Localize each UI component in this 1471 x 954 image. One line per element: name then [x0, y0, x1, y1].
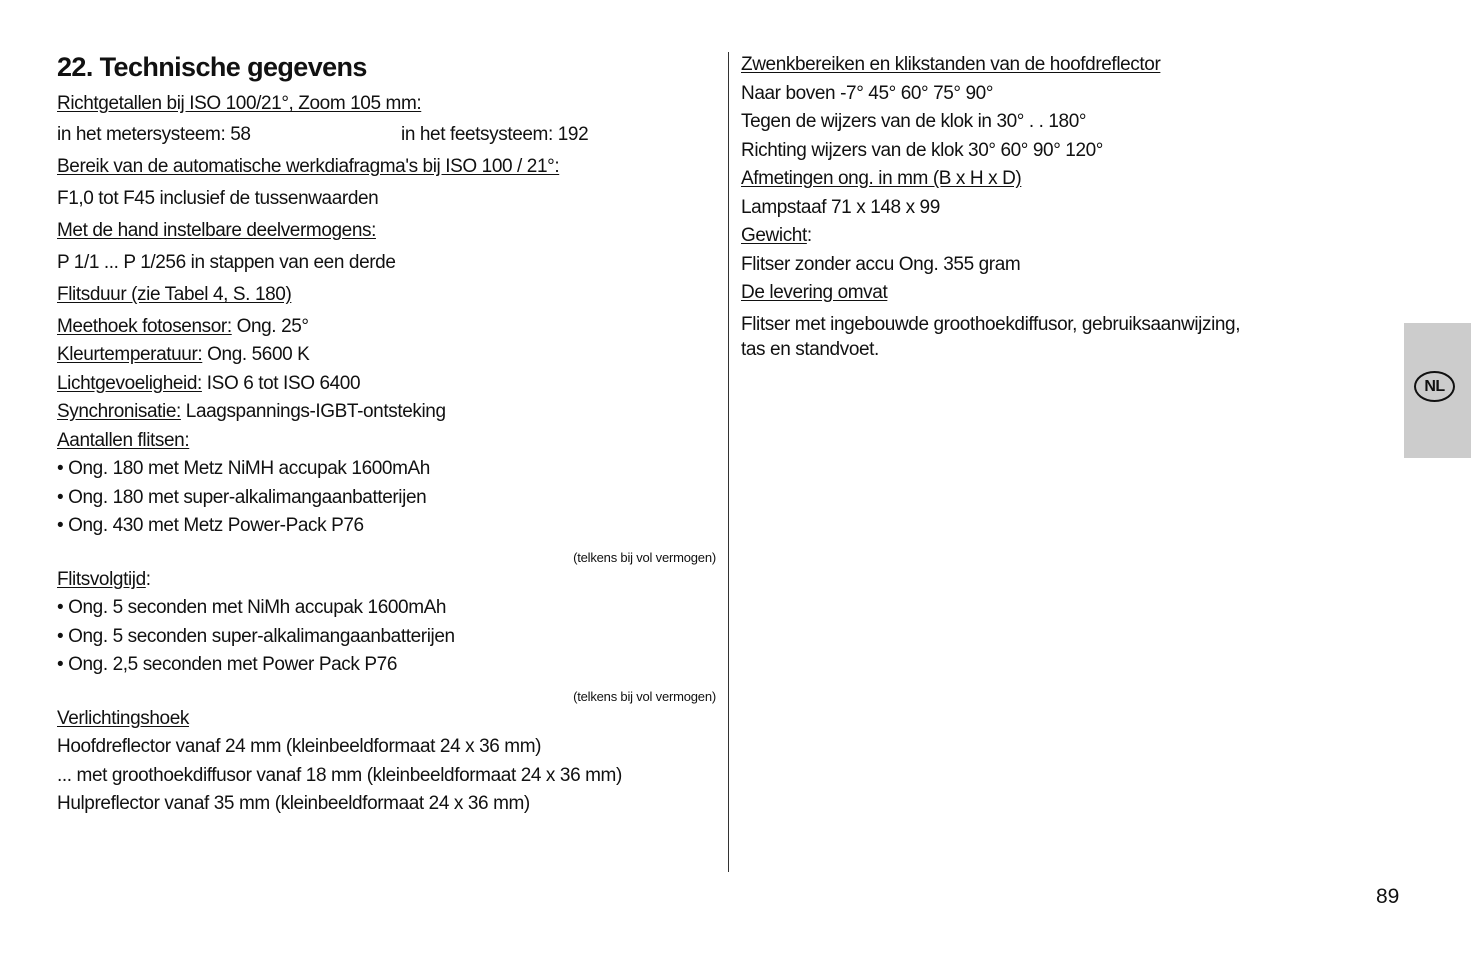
list-item: • Ong. 180 met super-alkalimangaanbatterijen — [57, 487, 427, 508]
list-item: • Ong. 5 seconden met NiMh accupak 1600mAh — [57, 597, 447, 618]
delivery-heading: De levering omvat — [741, 282, 888, 303]
sensor-angle-value: Ong. 25° — [231, 316, 309, 337]
list-item: Hulpreflector vanaf 35 mm (kleinbeeldformaat 24 x 36 mm) — [57, 793, 530, 814]
color-temperature-line — [57, 343, 309, 367]
list-item: • Ong. 2,5 seconden met Power Pack P76 — [57, 654, 397, 675]
dimensions-value: Lampstaaf 71 x 148 x 99 — [741, 197, 940, 218]
recycle-time-heading — [57, 568, 151, 592]
language-tab — [1404, 323, 1471, 458]
weight-value: Flitser zonder accu Ong. 355 gram — [741, 254, 1021, 275]
guide-number-metric: in het metersysteem: 58 — [57, 124, 251, 145]
color-temperature-value: Ong. 5600 K — [202, 344, 310, 365]
flash-duration-heading: Flitsduur (zie Tabel 4, S. 180) — [57, 284, 292, 305]
aperture-value: F1,0 tot F45 inclusief de tussenwaarden — [57, 188, 379, 209]
list-item: • Ong. 5 seconden super-alkalimangaanbatterijen — [57, 626, 455, 647]
recycle-time-colon: : — [145, 569, 151, 590]
flash-count-heading: Aantallen flitsen: — [57, 430, 190, 451]
color-temperature-label: Kleurtemperatuur: — [57, 344, 203, 365]
sensor-angle-label: Meethoek fotosensor: — [57, 316, 232, 337]
dimensions-heading: Afmetingen ong. in mm (B x H x D) — [741, 168, 1022, 189]
list-item: ... met groothoekdiffusor vanaf 18 mm (kleinbeeldformaat 24 x 36 mm) — [57, 765, 622, 786]
weight-colon: : — [806, 225, 812, 246]
list-item: • Ong. 180 met Metz NiMH accupak 1600mAh — [57, 458, 430, 479]
delivery-line-1: Flitser met ingebouwde groothoekdiffusor, gebruiksaanwijzing, — [741, 314, 1241, 335]
coverage-heading: Verlichtingshoek — [57, 708, 189, 729]
language-badge: NL — [1414, 371, 1455, 402]
sensitivity-label: Lichtgevoeligheid: — [57, 373, 202, 394]
delivery-line-2: tas en standvoet. — [741, 339, 879, 360]
aperture-heading: Bereik van de automatische werkdiafragma's bij ISO 100 / 21°: — [57, 156, 560, 177]
list-item: Hoofdreflector vanaf 24 mm (kleinbeeldformaat 24 x 36 mm) — [57, 736, 542, 757]
guide-number-heading: Richtgetallen bij ISO 100/21°, Zoom 105 mm: — [57, 93, 422, 114]
weight-label: Gewicht — [741, 225, 807, 246]
recycle-time-label: Flitsvolgtijd — [57, 569, 146, 590]
swivel-ccw: Tegen de wijzers van de klok in 30° . . 180° — [741, 111, 1087, 132]
page-title: 22. Technische gegevens — [57, 52, 367, 82]
sync-label: Synchronisatie: — [57, 401, 181, 422]
swivel-heading: Zwenkbereiken en klikstanden van de hoofdreflector — [741, 54, 1161, 75]
flash-count-note: (telkens bij vol vermogen) — [573, 550, 716, 565]
sync-value: Laagspannings-IGBT-ontsteking — [180, 401, 446, 422]
sensor-angle-line — [57, 315, 309, 339]
weight-heading — [741, 224, 812, 248]
recycle-time-note: (telkens bij vol vermogen) — [573, 689, 716, 704]
guide-number-feet: in het feetsysteem: 192 — [401, 124, 589, 145]
column-divider — [728, 52, 729, 872]
swivel-up: Naar boven -7° 45° 60° 75° 90° — [741, 83, 994, 104]
sensitivity-value: ISO 6 tot ISO 6400 — [201, 373, 361, 394]
sensitivity-line — [57, 372, 360, 396]
swivel-cw: Richting wijzers van de klok 30° 60° 90° 120° — [741, 140, 1103, 161]
manual-power-heading: Met de hand instelbare deelvermogens: — [57, 220, 376, 241]
sync-line — [57, 400, 446, 424]
manual-power-value: P 1/1 ... P 1/256 in stappen van een derde — [57, 252, 396, 273]
list-item: • Ong. 430 met Metz Power-Pack P76 — [57, 515, 364, 536]
page-number: 89 — [1376, 885, 1400, 908]
